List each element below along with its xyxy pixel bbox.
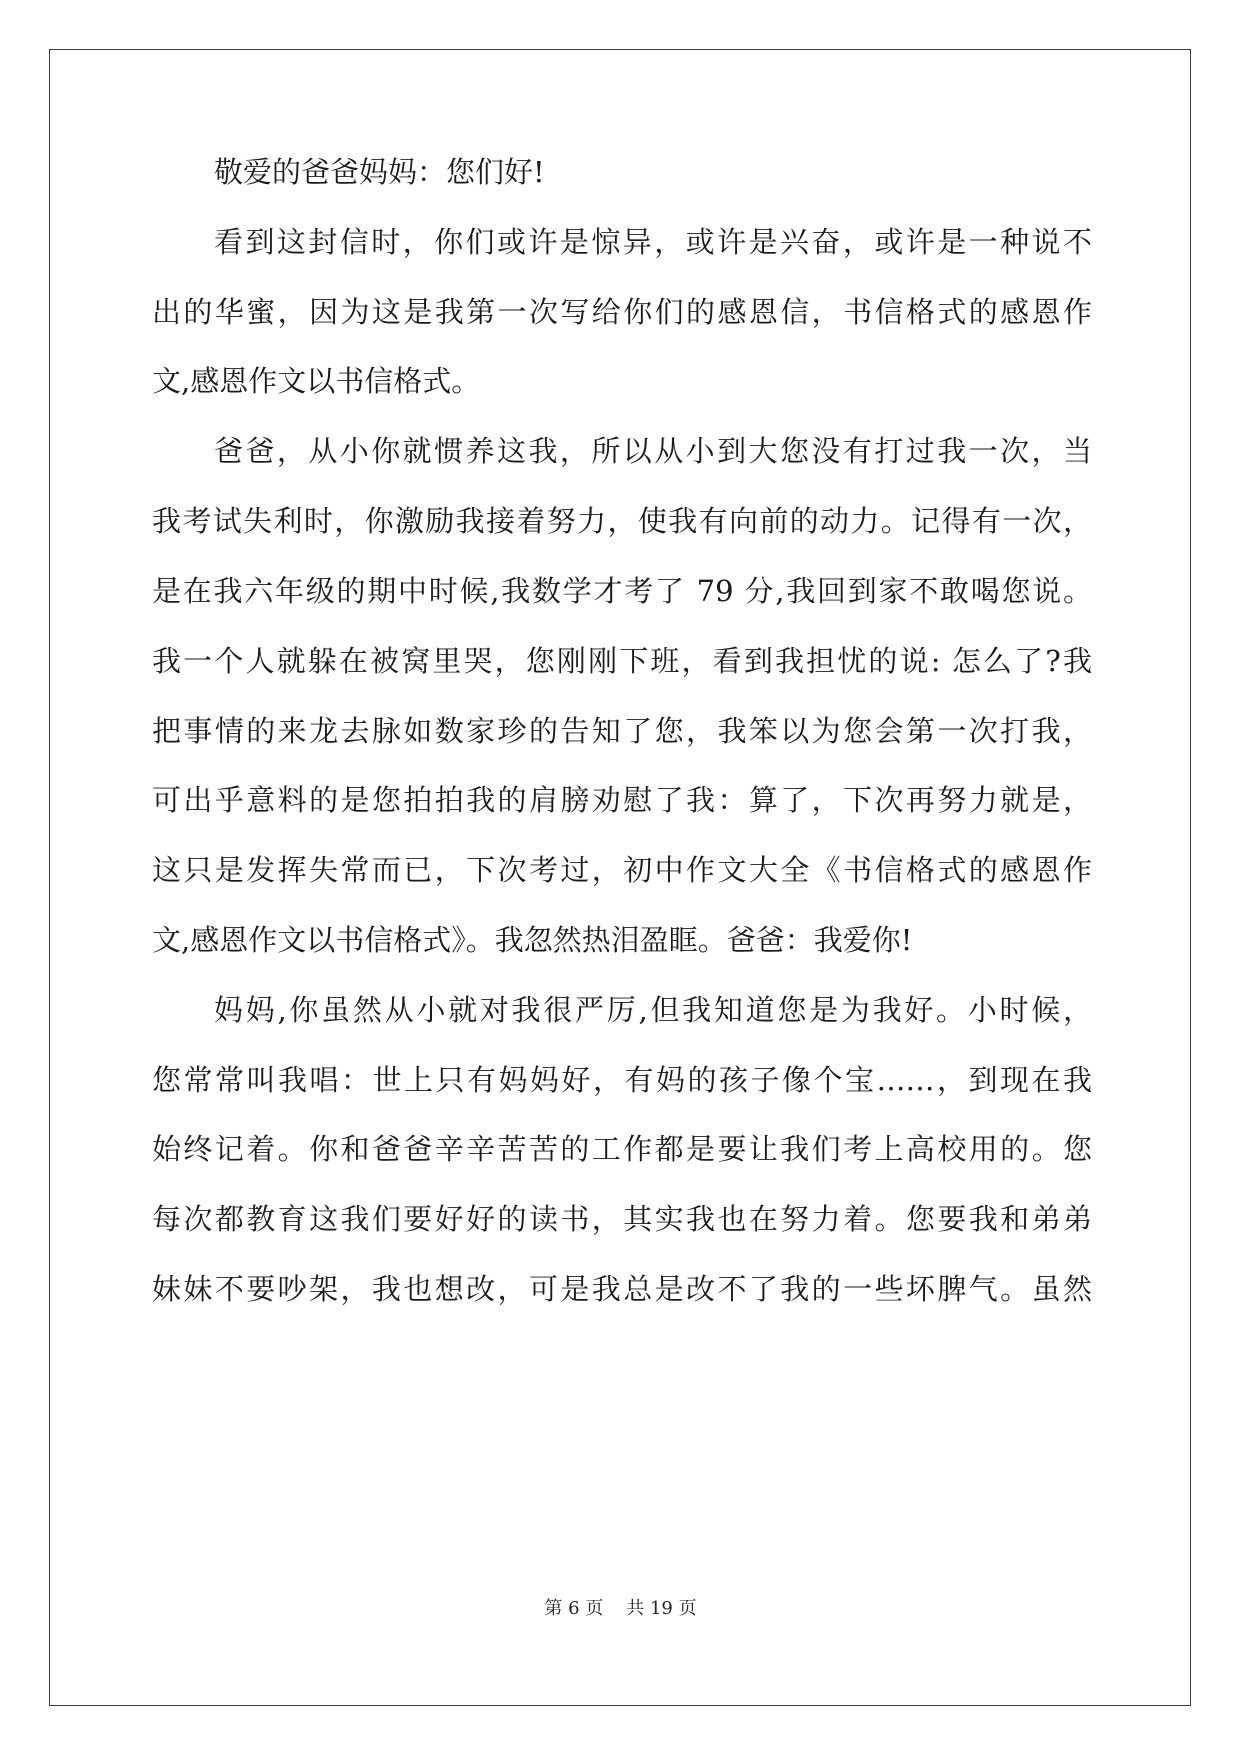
text-line: 敬爱的爸爸妈妈：您们好!	[214, 155, 545, 189]
text-line: 文,感恩作文以书信格式》。我忽然热泪盈眶。爸爸：我爱你!	[152, 923, 913, 957]
text-line: 我考试失利时，你激励我接着努力，使我有向前的动力。记得有一次，	[152, 504, 1092, 538]
text-line: 始终记着。你和爸爸辛辛苦苦的工作都是要让我们考上高校用的。您	[152, 1132, 1092, 1166]
text-line: 妈妈,你虽然从小就对我很严厉,但我知道您是为我好。小时候，	[214, 993, 1092, 1027]
text-line: 妹妹不要吵架，我也想改，可是我总是改不了我的一些坏脾气。虽然	[152, 1272, 1092, 1306]
page-footer	[0, 1594, 1241, 1620]
text-line: 看到这封信时，你们或许是惊异，或许是兴奋，或许是一种说不	[214, 225, 1092, 259]
text-line: 出的华蜜，因为这是我第一次写给你们的感恩信，书信格式的感恩作	[152, 295, 1092, 329]
text-line: 把事情的来龙去脉如数家珍的告知了您，我笨以为您会第一次打我，	[152, 714, 1092, 748]
text-line: 这只是发挥失常而已，下次考过，初中作文大全《书信格式的感恩作	[152, 853, 1092, 887]
text-line: 可出乎意料的是您拍拍我的肩膀劝慰了我：算了，下次再努力就是，	[152, 783, 1092, 817]
page-number: 第 6 页	[544, 1598, 604, 1619]
text-line: 您常常叫我唱：世上只有妈妈好，有妈的孩子像个宝……，到现在我	[152, 1063, 1092, 1097]
text-line: 爸爸，从小你就惯养这我，所以从小到大您没有打过我一次，当	[214, 434, 1092, 468]
text-line: 每次都教育这我们要好好的读书，其实我也在努力着。您要我和弟弟	[152, 1202, 1092, 1236]
page-total: 共 19 页	[626, 1598, 697, 1619]
text-line: 文,感恩作文以书信格式。	[152, 364, 481, 398]
text-line: 我一个人就躲在被窝里哭，您刚刚下班，看到我担忧的说: 怎么了?我	[152, 644, 1092, 678]
text-line: 是在我六年级的期中时候,我数学才考了 79 分,我回到家不敢喝您说。	[152, 574, 1092, 608]
